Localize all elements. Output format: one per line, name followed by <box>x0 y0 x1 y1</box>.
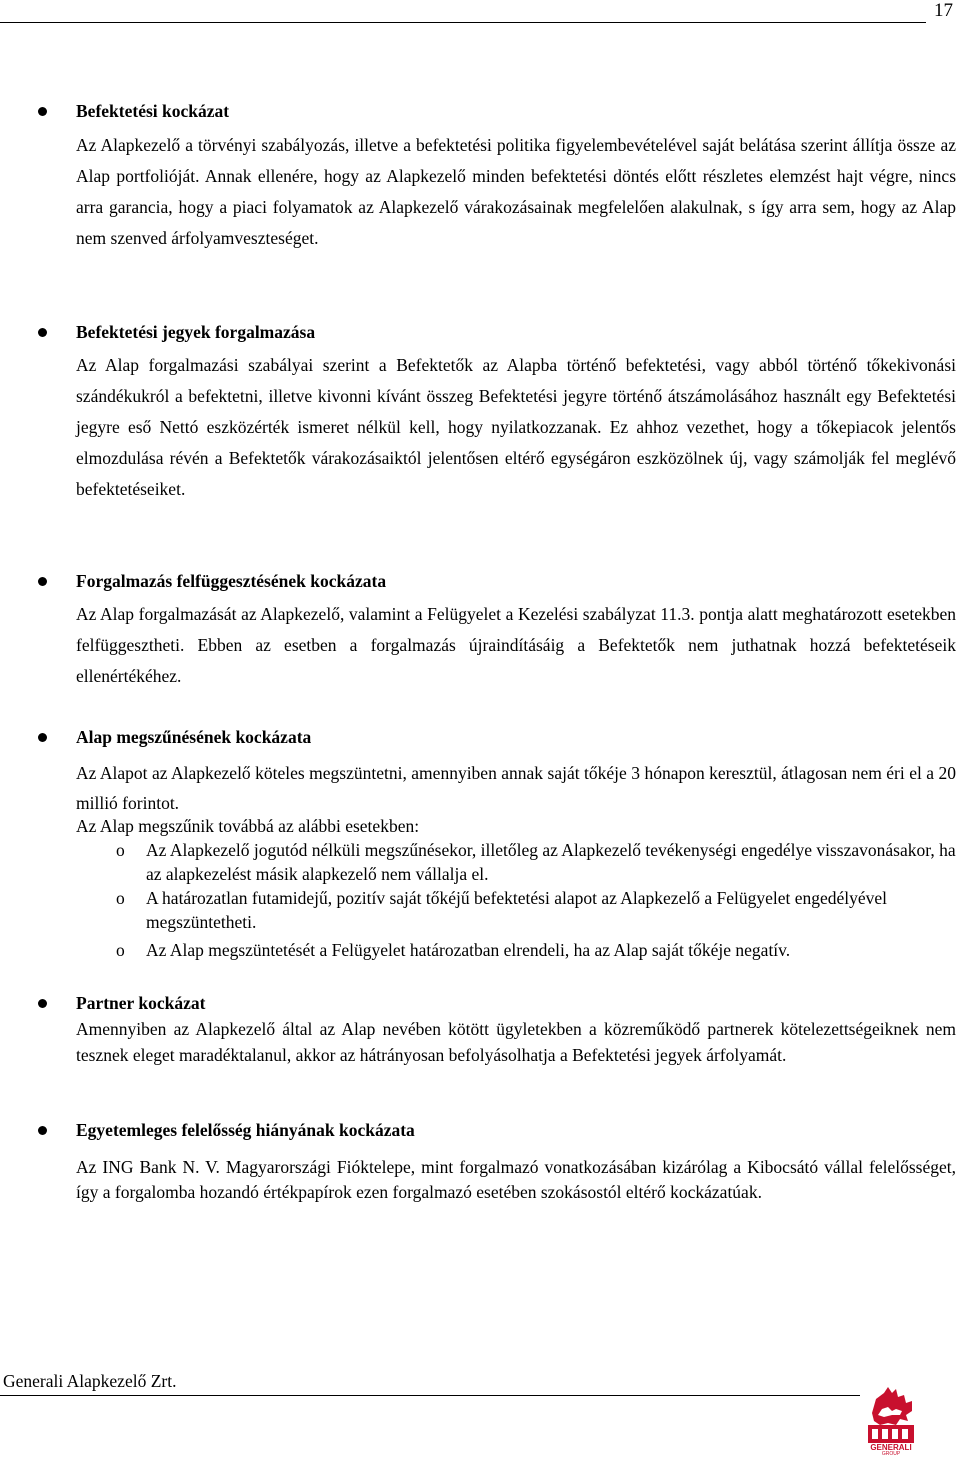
section-heading-partner-risk: Partner kockázat <box>76 993 206 1013</box>
bullet-icon <box>38 107 47 116</box>
footer-company-name: Generali Alapkezelő Zrt. <box>3 1371 177 1391</box>
bullet-icon <box>38 328 47 337</box>
section-paragraph-termination: Az Alapot az Alapkezelő köteles megszüntetni, amennyiben annak saját tőkéje 3 hónapon keresztül, átlagosan nem éri el a 20 millió forintot. <box>76 763 956 813</box>
list-item-text: A határozatlan futamidejű, pozitív saját tőkéjű befektetési alapot az Alapkezelő a Felügyelet engedélyével megszüntetheti. <box>146 888 888 932</box>
bullet-icon <box>38 733 47 742</box>
section-heading-liability: Egyetemleges felelősség hiányának kockázata <box>76 1120 415 1140</box>
list-item-text: Az Alap megszüntetését a Felügyelet határozatban elrendeli, ha az Alap saját tőkéje negatív. <box>146 940 791 960</box>
section-intro-termination: Az Alap megszűnik továbbá az alábbi esetekben: <box>76 816 420 836</box>
footer-rule <box>0 1395 860 1396</box>
section-heading-investment-risk: Befektetési kockázat <box>76 101 230 121</box>
section-paragraph-suspension: Az Alap forgalmazását az Alapkezelő, valamint a Felügyelet a Kezelési szabályzat 11.3. pontja alatt meghatározott esetekben felfüggesztheti. Ebben az esetben a forgalmazás újraindításáig a Befektetők nem juthatnak hozzá befektetéseik ellenértékéhez. <box>76 604 956 686</box>
section-heading-suspension: Forgalmazás felfüggesztésének kockázata <box>76 571 387 591</box>
section-paragraph-investment-risk: Az Alapkezelő a törvényi szabályozás, illetve a befektetési politika figyelembevételével saját belátása szerint állítja össze az Alap portfolióját. Annak ellenére, hogy az Alapkezelő minden befektetési döntés előtt részletes elemzést hajt végre, nincs arra garancia, hogy a piaci folyamatok az Alapkezelő várakozásainak megfelelően alakulnak, s így arra sem, hogy az Alap nem szenved árfolyamveszteséget. <box>76 135 956 248</box>
section-paragraph-partner-risk: Amennyiben az Alapkezelő által az Alap nevében kötött ügyletekben a közreműködő partnerek kötelezettségeiknek nem tesznek eleget maradéktalanul, akkor az hátrányosan befolyásolhatja a Befektetési jegyek árfolyamát. <box>76 1019 956 1065</box>
logo-subtext: GROUP <box>881 1451 901 1455</box>
logo-text: GENERALI <box>870 1443 912 1452</box>
list-marker: o <box>116 940 125 960</box>
header-rule <box>0 22 926 23</box>
bullet-icon <box>38 1126 47 1135</box>
section-paragraph-distribution: Az Alap forgalmazási szabályai szerint a Befektetők az Alapba történő befektetési, vagy abból történő tőkekivonási szándékukról a befektetni, illetve kivonni kívánt összeg Befektetési jegyre történő átszámolásához használt egy Befektetési jegyre eső Nettó eszközérték ismeret nélkül kell, hogy nyilatkozzanak. Ez ahhoz vezethet, hogy a tőkepiacok jelentős elmozdulása révén a Befektetők várakozásaiktól jelentősen eltérő egységáron eszközölnek új, vagy számolják fel meglévő befektetéseiket. <box>76 355 956 499</box>
list-marker: o <box>116 840 125 860</box>
section-heading-distribution: Befektetési jegyek forgalmazása <box>76 322 316 342</box>
page-number: 17 <box>934 0 953 21</box>
list-marker: o <box>116 888 125 908</box>
bullet-icon <box>38 577 47 586</box>
section-heading-termination: Alap megszűnésének kockázata <box>76 727 312 747</box>
list-item-text: Az Alapkezelő jogutód nélküli megszűnésekor, illetőleg az Alapkezelő tevékenységi engedélye visszavonásakor, ha az alapkezelést másik alapkezelő nem vállalja el. <box>146 840 956 884</box>
generali-logo <box>862 1385 920 1455</box>
bullet-icon <box>38 999 47 1008</box>
section-paragraph-liability: Az ING Bank N. V. Magyarországi Fióktelepe, mint forgalmazó vonatkozásában kizárólag a Kibocsátó vállal felelősséget, így a forgalomba hozandó értékpapírok ezen forgalmazó esetében szokásostól eltérő kockázatúak. <box>76 1157 956 1202</box>
